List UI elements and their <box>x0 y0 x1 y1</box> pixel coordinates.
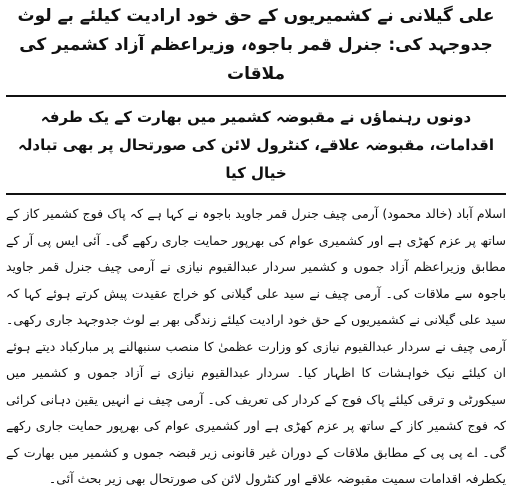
article-subheadline: دونوں رہنماؤں نے مقبوضہ کشمیر میں بھارت کے یک طرفہ اقدامات، مقبوضہ علاقے، کنٹرول لائن کی صورتحال پر بھی تبادلہ خیال کیا <box>18 108 494 182</box>
subheadline-divider <box>6 193 506 195</box>
headline-divider <box>6 95 506 97</box>
article-body: اسلام آباد (خالد محمود) آرمی چیف جنرل قمر جاوید باجوہ نے کہا ہے کہ پاک فوج کشمیر کاز کے ساتھ پر عزم کھڑی ہے اور کشمیری عوام کی بھرپور حمایت جاری رکھے گی۔ آئی ایس پی آر کے مطابق وزیراعظم آزاد جموں و کشمیر سردار عبدالقیوم نیازی نے آرمی چیف جنرل قمر جاوید باجوہ سے ملاقات کی۔ آرمی چیف نے سید علی گیلانی کو خراج عقیدت پیش کرتے ہوئے کہا کہ سید علی گیلانی نے کشمیریوں کے حق خود ارادیت کیلئے زندگی بھر بے لوث جدوجہد جاری رکھی۔ آرمی چیف نے سردار عبدالقیوم نیازی کو وزارت عظمیٰ کا منصب سنبھالنے پر مبارکباد دیتے ہوئے ان کیلئے نیک خواہشات کا اظہار کیا۔ سردار عبدالقیوم نیازی نے آزاد جموں و کشمیر میں سیکورٹی و ترقی کیلئے پاک فوج کے کردار کی تعریف کی۔ آرمی چیف نے انہیں یقین دہانی کرائی کہ فوج کشمیر کاز کے ساتھ پر عزم کھڑی ہے اور کشمیری عوام کی بھرپور حمایت جاری رکھے گی۔ اے پی پی کے مطابق ملاقات کے دوران غیر قانونی زیر قبضہ جموں و کشمیر میں بھارت کے یکطرفہ اقدامات سمیت مقبوضہ علاقے اور کنٹرول لائن کی صورتحال بھی زیر بحث آئی۔ <box>6 206 507 486</box>
article-headline: علی گیلانی نے کشمیریوں کے حق خود ارادیت کیلئے بے لوث جدوجہد کی: جنرل قمر باجوہ، وزیراعظم آزاد کشمیر کی ملاقات <box>17 6 495 84</box>
